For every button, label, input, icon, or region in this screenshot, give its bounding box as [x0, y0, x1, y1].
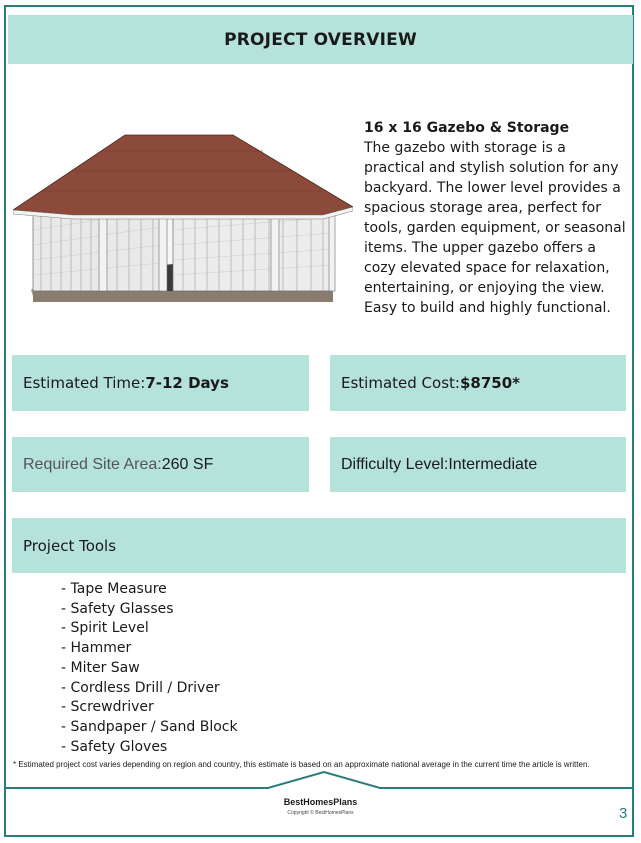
cost-footnote: * Estimated project cost varies depending on region and country, this estimate is based on an approximate national average in the current time the article is written. — [13, 760, 590, 769]
title-banner — [8, 15, 633, 64]
project-name: 16 x 16 Gazebo & Storage — [364, 120, 570, 136]
list-item: - Cordless Drill / Driver — [61, 679, 220, 696]
estimated-cost-value: $8750* — [459, 374, 520, 392]
footer-divider — [6, 771, 632, 791]
list-item: - Miter Saw — [61, 659, 140, 676]
site-area-value: 260 SF — [161, 455, 214, 473]
list-item: - Sandpaper / Sand Block — [61, 718, 238, 735]
list-item: - Safety Gloves — [61, 738, 168, 755]
difficulty-value: Intermediate — [448, 455, 538, 473]
site-area-label: Required Site Area: — [23, 455, 162, 473]
difficulty-box — [330, 437, 626, 492]
project-description-block — [364, 118, 626, 318]
brand-name: BestHomesPlans — [283, 797, 358, 807]
estimated-time-box — [12, 355, 309, 411]
project-tools-header — [12, 518, 626, 573]
list-item: - Safety Glasses — [61, 600, 174, 617]
project-description: The gazebo with storage is a practical and stylish solution for any backyard. The lower level provides a spacious storage area, perfect for tools, garden equipment, or seasonal items. The upper gazebo offers a cozy elevated space for relaxation, entertaining, or enjoying the view. Easy to build and highly functional. — [364, 140, 626, 316]
difficulty-label: Difficulty Level: — [341, 455, 449, 473]
list-item: - Tape Measure — [61, 581, 167, 597]
copyright-text: Copyright © BestHomesPlans — [287, 810, 354, 816]
site-area-box — [12, 437, 309, 492]
list-item: - Screwdriver — [61, 699, 154, 716]
estimated-time-label: Estimated Time: — [23, 374, 146, 392]
tools-list — [61, 580, 238, 757]
estimated-time-value: 7-12 Days — [145, 374, 229, 392]
page-number: 3 — [619, 805, 628, 822]
project-tools-title: Project Tools — [23, 536, 117, 555]
estimated-cost-label: Estimated Cost: — [341, 374, 460, 392]
list-item: - Spirit Level — [61, 620, 149, 637]
gazebo-storage-illustration — [13, 115, 353, 315]
list-item: - Hammer — [61, 640, 132, 657]
estimated-cost-box — [330, 355, 626, 411]
page-title: PROJECT OVERVIEW — [224, 29, 417, 50]
